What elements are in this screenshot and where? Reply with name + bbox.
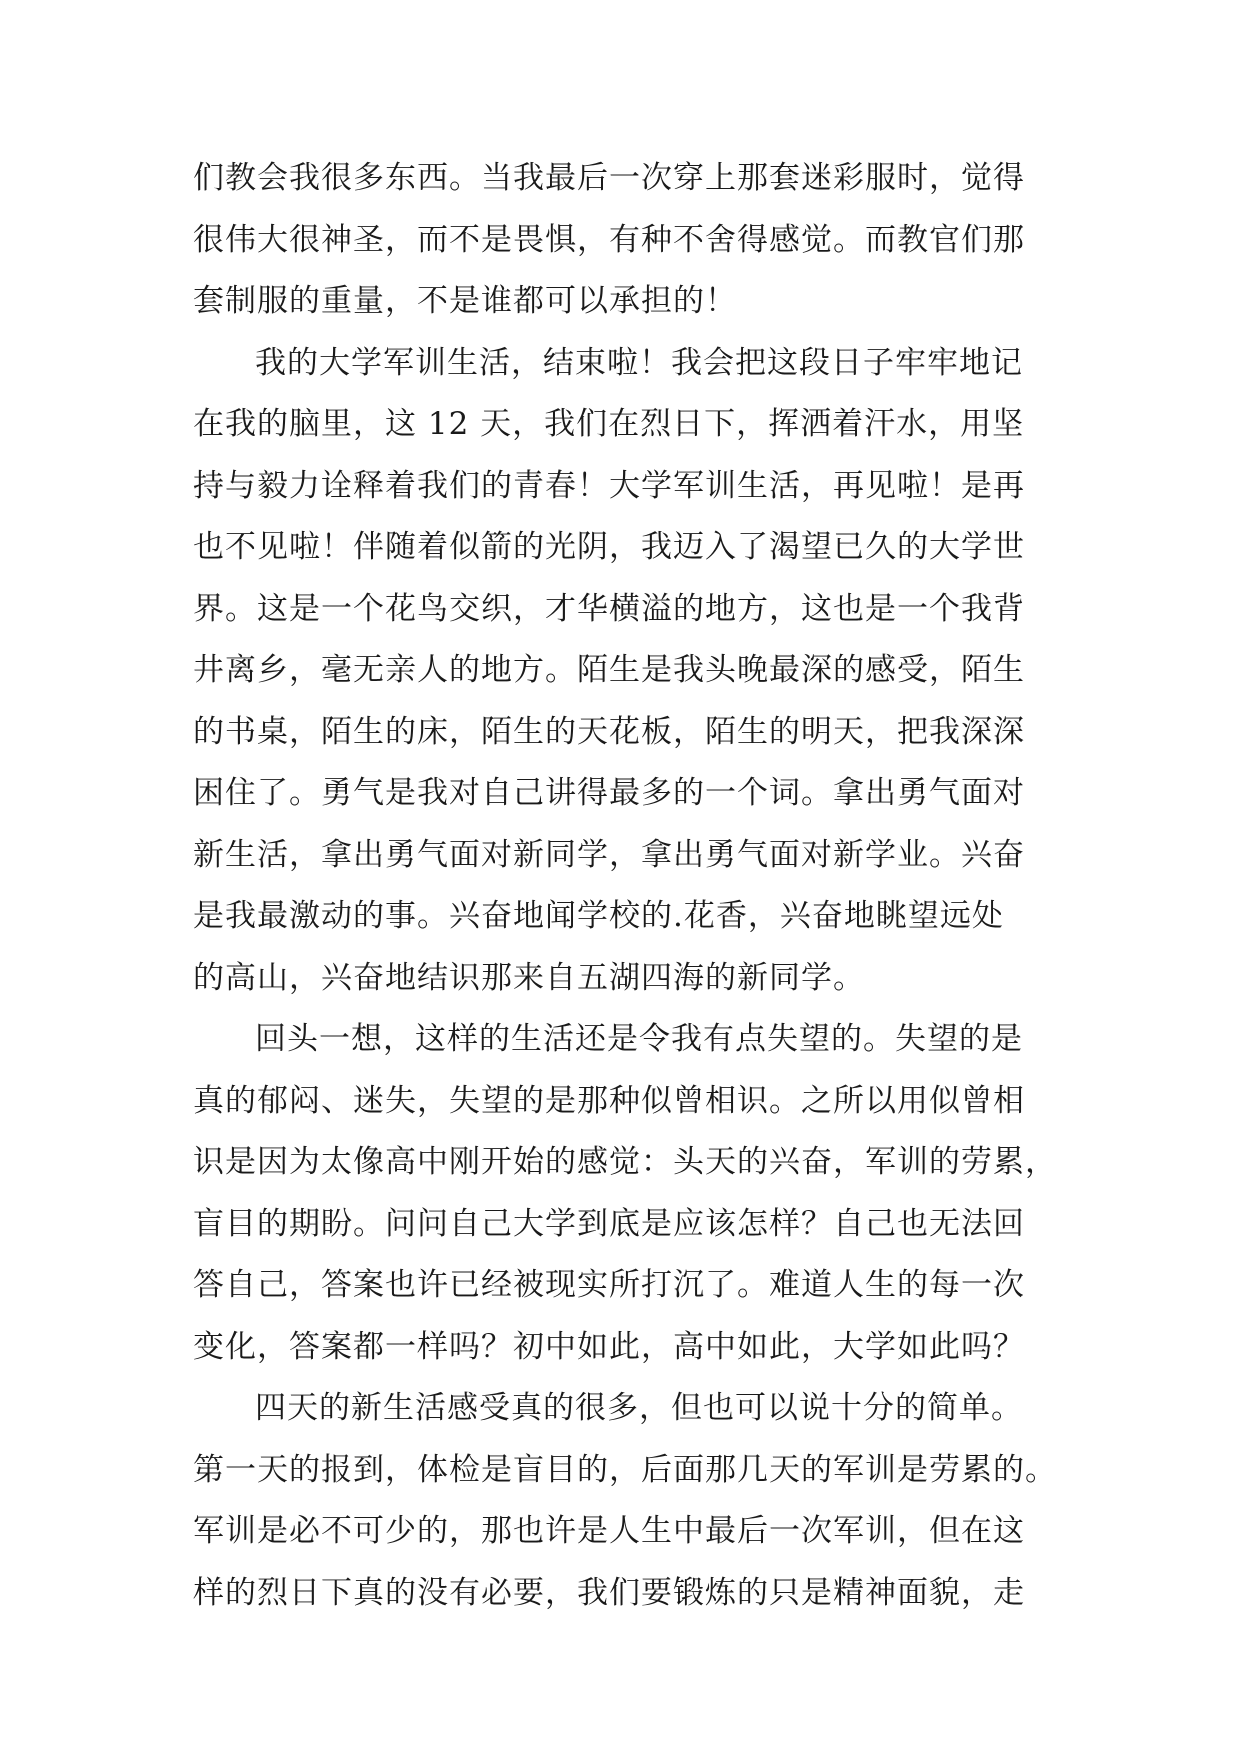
text-line: 很伟大很神圣，而不是畏惧，有种不舍得感觉。而教官们那 [193,221,1025,258]
text-line: 界。这是一个花鸟交织，才华横溢的地方，这也是一个我背 [193,590,1025,627]
paragraph-3 [193,1009,1057,1378]
text-line: 真的郁闷、迷失，失望的是那种似曾相识。之所以用似曾相 [193,1082,1025,1119]
text-line: 样的烈日下真的没有必要，我们要锻炼的只是精神面貌，走 [193,1574,1025,1611]
text-line: 答自己，答案也许已经被现实所打沉了。难道人生的每一次 [193,1267,1025,1303]
text-line: 回头一想，这样的生活还是令我有点失望的。失望的是 [255,1021,1023,1057]
text-line: 军训是必不可少的，那也许是人生中最后一次军训，但在这 [193,1513,1025,1549]
text-line: 井离乡，毫无亲人的地方。陌生是我头晚最深的感受，陌生 [193,652,1025,688]
text-line: 第一天的报到，体检是盲目的，后面那几天的军训是劳累的。 [193,1451,1057,1488]
text-line: 们教会我很多东西。当我最后一次穿上那套迷彩服时，觉得 [193,160,1025,196]
text-line: 在我的脑里，这 12 天，我们在烈日下，挥洒着汗水，用坚 [193,406,1025,442]
text-line: 识是因为太像高中刚开始的感觉：头天的兴奋，军训的劳累， [193,1144,1057,1180]
text-line: 的高山，兴奋地结识那来自五湖四海的新同学。 [193,959,865,996]
text-line: 的书桌，陌生的床，陌生的天花板，陌生的明天，把我深深 [193,713,1025,750]
paragraph-4 [193,1378,1057,1624]
text-line: 盲目的期盼。问问自己大学到底是应该怎样？自己也无法回 [193,1205,1025,1242]
text-line: 我的大学军训生活，结束啦！我会把这段日子牢牢地记 [255,344,1023,381]
text-line: 也不见啦！伴随着似箭的光阴，我迈入了渴望已久的大学世 [193,529,1025,565]
text-line: 变化，答案都一样吗？初中如此，高中如此，大学如此吗？ [193,1328,1025,1365]
body-text [193,148,1057,1624]
paragraph-2 [193,333,1053,1010]
text-line: 新生活，拿出勇气面对新同学，拿出勇气面对新学业。兴奋 [193,836,1025,873]
text-line: 是我最激动的事。兴奋地闻学校的.花香，兴奋地眺望远处 [193,898,1004,934]
text-line: 套制服的重量，不是谁都可以承担的！ [193,283,737,319]
paragraph-1 [193,148,1053,333]
text-line: 困住了。勇气是我对自己讲得最多的一个词。拿出勇气面对 [193,775,1025,811]
text-line: 持与毅力诠释着我们的青春！大学军训生活，再见啦！是再 [193,467,1025,504]
text-line: 四天的新生活感受真的很多，但也可以说十分的简单。 [255,1390,1023,1426]
